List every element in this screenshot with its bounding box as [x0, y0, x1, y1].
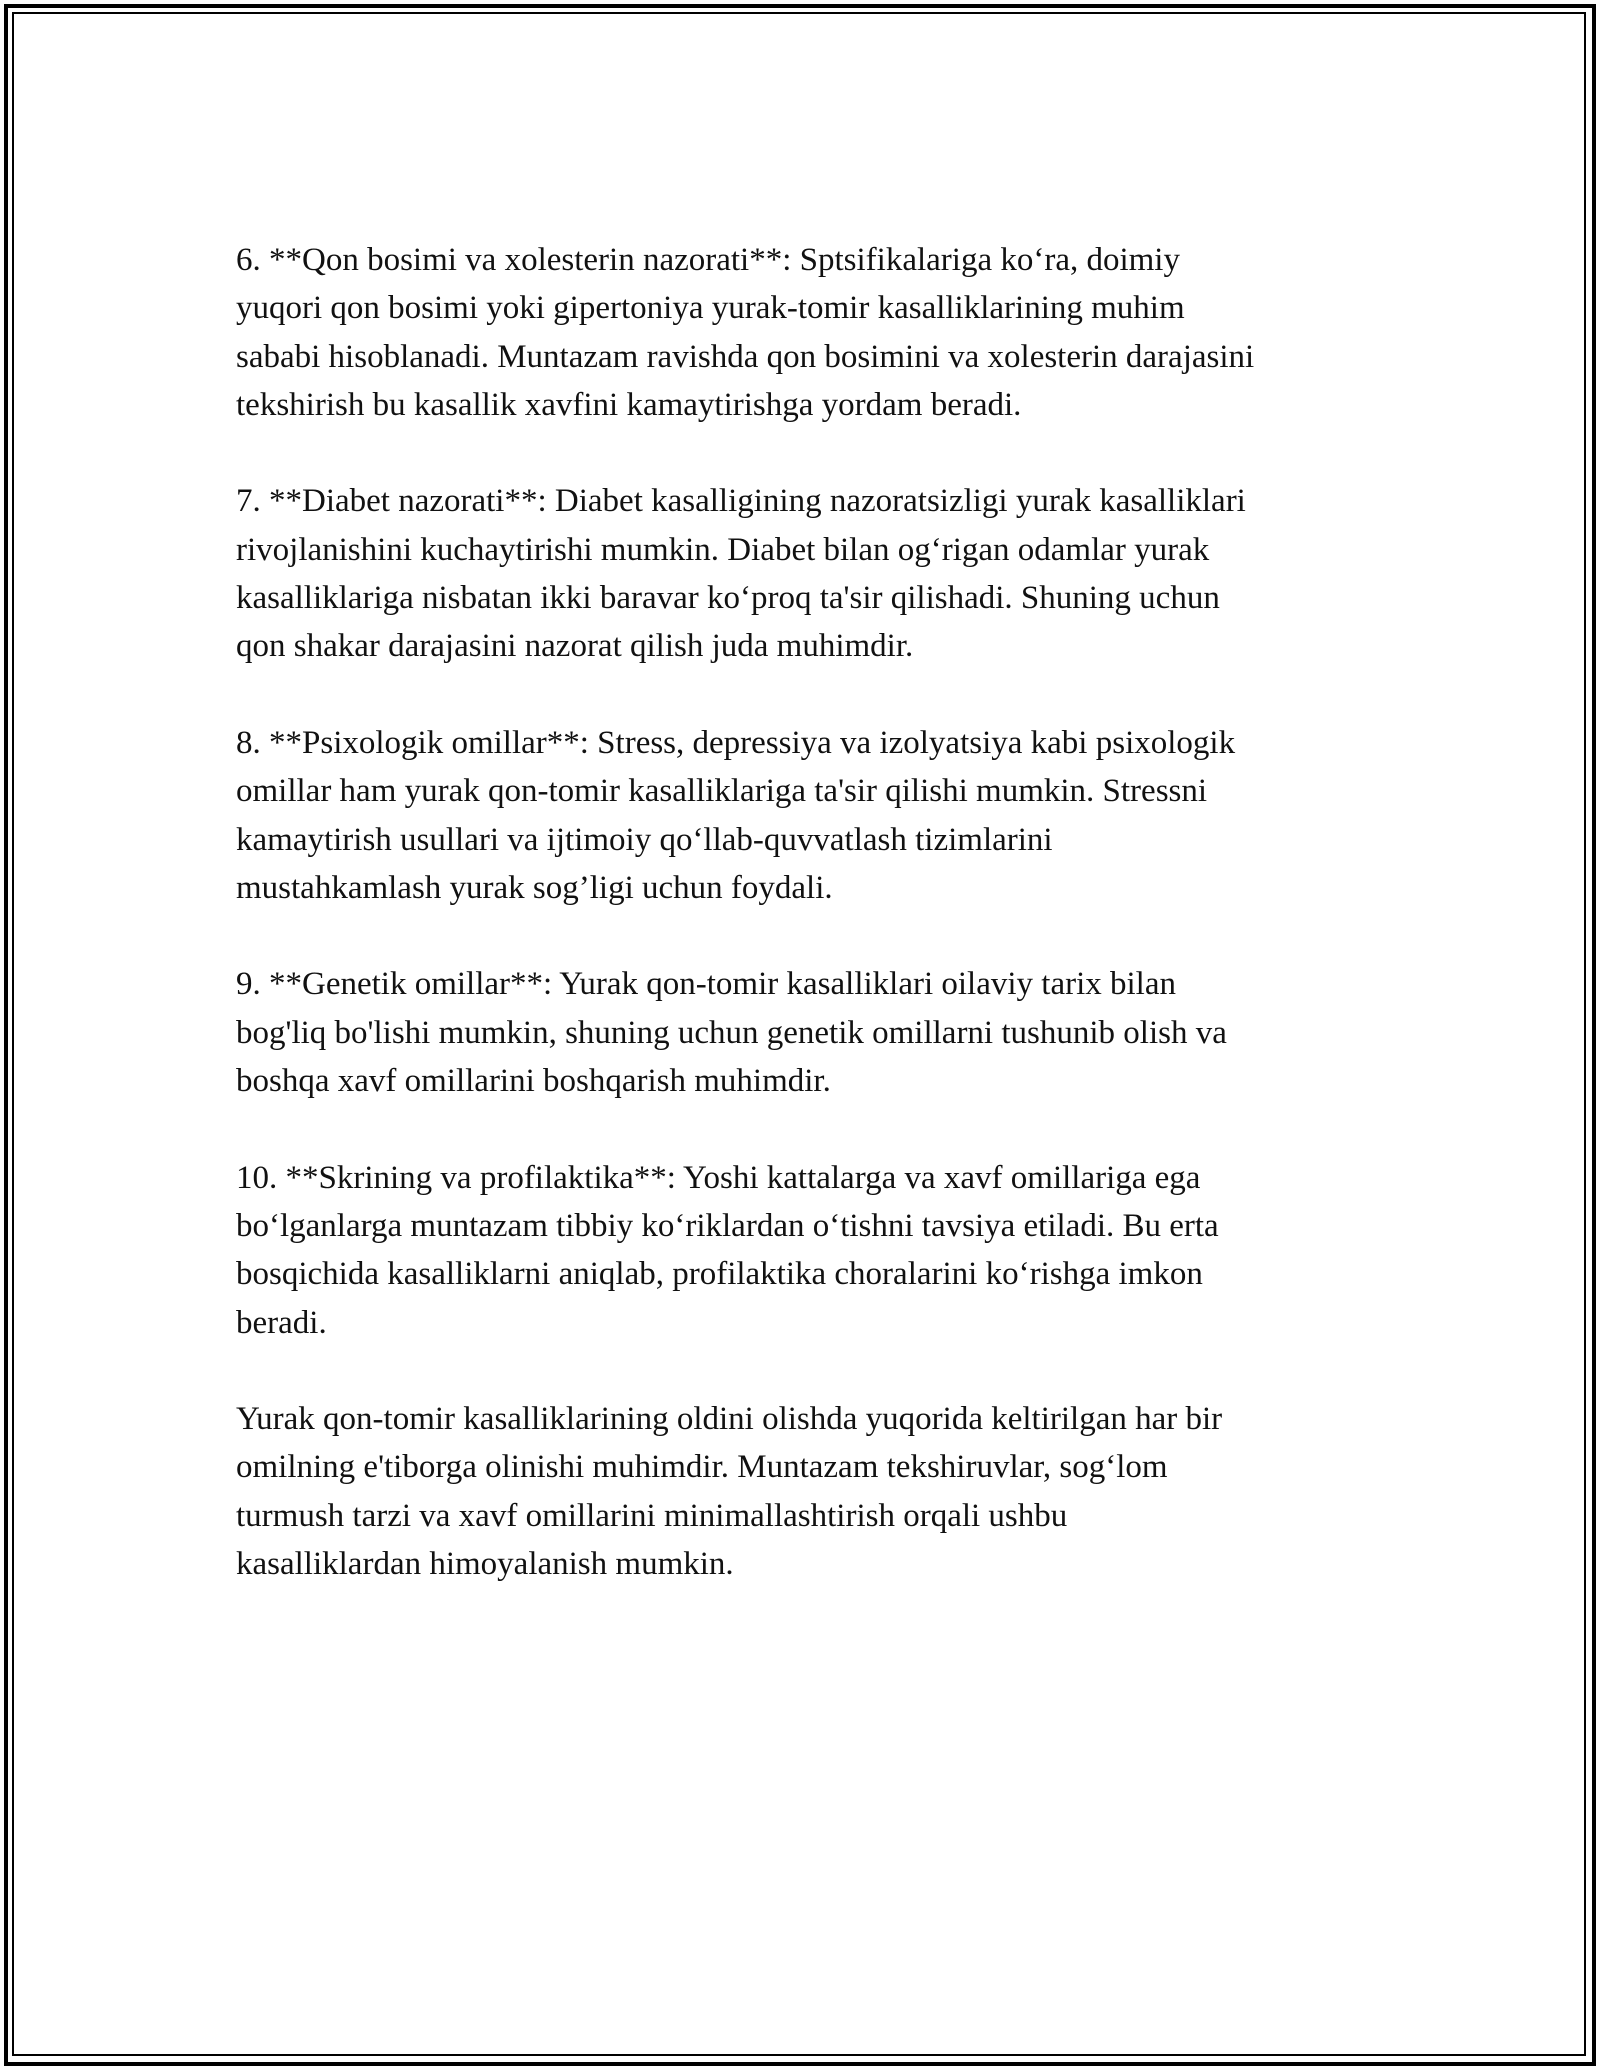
text-line: omilning e'tiborga olinishi muhimdir. Muntazam tekshiruvlar, sog‘lom	[236, 1449, 1168, 1486]
paragraph-conclusion	[236, 1395, 1376, 1588]
text-line: beradi.	[236, 1304, 327, 1341]
text-line: mustahkamlash yurak sog’ligi uchun foydali.	[236, 869, 833, 906]
text-line: yuqori qon bosimi yoki gipertoniya yurak-tomir kasalliklarining muhim	[236, 290, 1185, 327]
text-line: kasalliklariga nisbatan ikki baravar ko‘proq ta'sir qilishadi. Shuning uchun	[236, 580, 1220, 617]
text-line: omillar ham yurak qon-tomir kasalliklariga ta'sir qilishi mumkin. Stressni	[236, 773, 1208, 810]
text-line: 6. **Qon bosimi va xolesterin nazorati**: Sptsifikalariga ko‘ra, doimiy	[236, 242, 1180, 278]
paragraph-blood-pressure	[236, 236, 1376, 429]
text-line: bog'liq bo'lishi mumkin, shuning uchun genetik omillarni tushunib olish va	[236, 1014, 1227, 1051]
text-line: qon shakar darajasini nazorat qilish juda muhimdir.	[236, 628, 914, 665]
text-line: 9. **Genetik omillar**: Yurak qon-tomir kasalliklari oilaviy tarix bilan	[236, 966, 1176, 1003]
paragraph-genetic	[236, 960, 1376, 1105]
text-line: kamaytirish usullari va ijtimoiy qo‘llab-quvvatlash tizimlarini	[236, 821, 1053, 858]
text-line: bosqichida kasalliklarni aniqlab, profilaktika choralarini ko‘rishga imkon	[236, 1256, 1203, 1293]
text-line: sababi hisoblanadi. Muntazam ravishda qon bosimini va xolesterin darajasini	[236, 338, 1255, 375]
text-line: tekshirish bu kasallik xavfini kamaytirishga yordam beradi.	[236, 386, 1022, 423]
paragraph-psychological	[236, 719, 1376, 912]
text-line: 10. **Skrining va profilaktika**: Yoshi kattalarga va xavf omillariga ega	[236, 1159, 1201, 1196]
text-line: Yurak qon-tomir kasalliklarining oldini olishda yuqorida keltirilgan har bir	[236, 1401, 1223, 1438]
text-line: bo‘lganlarga muntazam tibbiy ko‘riklardan o‘tishni tavsiya etiladi. Bu erta	[236, 1207, 1219, 1244]
paragraph-screening	[236, 1154, 1376, 1347]
text-line: rivojlanishini kuchaytirishi mumkin. Diabet bilan og‘rigan odamlar yurak	[236, 531, 1210, 568]
text-line: 8. **Psixologik omillar**: Stress, depressiya va izolyatsiya kabi psixologik	[236, 724, 1236, 761]
document-body	[236, 236, 1376, 1637]
text-line: kasalliklardan himoyalanish mumkin.	[236, 1546, 734, 1583]
text-line: boshqa xavf omillarini boshqarish muhimdir.	[236, 1063, 831, 1100]
text-line: 7. **Diabet nazorati**: Diabet kasalligining nazoratsizligi yurak kasalliklari	[236, 483, 1246, 520]
text-line: turmush tarzi va xavf omillarini minimallashtirish orqali ushbu	[236, 1497, 1068, 1534]
paragraph-diabetes	[236, 477, 1376, 670]
